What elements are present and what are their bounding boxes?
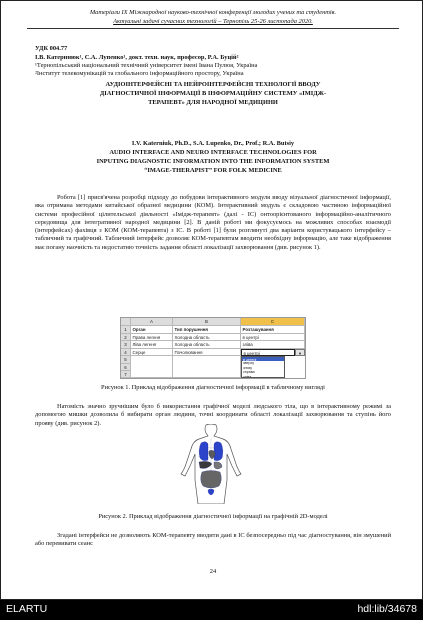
table-cell[interactable]: Почолювання <box>173 349 241 357</box>
table-cell[interactable]: Холодна область <box>173 341 241 349</box>
paragraph-3: Згадані інтерфейси не дозволяють КОМ-терапевту вводити дані в ІС безпосередньо під час діагностування, він змушений або перевивати сеанс <box>35 532 391 548</box>
table-header-cell[interactable]: Розташування <box>241 326 305 334</box>
page-number: 24 <box>209 568 217 575</box>
body-model-figure[interactable] <box>179 424 243 504</box>
column-header: C <box>241 318 305 326</box>
right-lung-icon <box>199 442 208 461</box>
left-lung-icon <box>214 442 223 461</box>
dropdown-arrow-icon[interactable]: ▾ <box>295 349 305 357</box>
empty-cells[interactable] <box>131 356 173 378</box>
row-number: 5 <box>121 356 131 364</box>
table-header-cell[interactable]: Орган <box>131 326 173 334</box>
selected-cell[interactable]: в центрі <box>241 349 295 357</box>
title-uk-line2: ДІАГНОСТИЧНОЇ ІНФОРМАЦІЇ В ІНФОРМАЦІЙНУ СИСТЕМУ «ІМІДЖ- <box>99 90 327 97</box>
running-header-line1: Матеріали IX Міжнародної науково-технічної конференції молодих учених та студентів. <box>89 9 337 16</box>
dropdown-option-selected[interactable]: в центрі <box>242 357 285 361</box>
row-number: 3 <box>121 341 131 349</box>
header-rule <box>27 28 399 29</box>
row-number: 7 <box>121 371 131 378</box>
table-cell[interactable]: в центрі <box>241 334 305 342</box>
table-cell[interactable]: зліва <box>241 341 305 349</box>
empty-cells[interactable] <box>173 356 241 378</box>
table-cell[interactable]: Серце <box>131 349 173 357</box>
title-uk-line3: ТЕРАПЕВТ» ДЛЯ НАРОДНОЇ МЕДИЦИНИ <box>148 99 278 106</box>
dropdown-option[interactable]: справа <box>243 370 255 375</box>
intestine-icon <box>201 471 222 489</box>
running-header-line2: Актуальні задачі сучасних технологій – Тернопіль 25-26 листопада 2020. <box>113 18 313 25</box>
footer-handle-link[interactable]: hdl:lib/34678 <box>357 603 417 615</box>
authors-uk: І.В. Катерннюк¹, С.А. Лупенко¹, докт. техн. наук, професор, Р.А. Буцій² <box>35 54 239 61</box>
affiliation-1: ¹Тернопільський національний технічний університет імені Івана Пулюя, Україна <box>35 62 258 69</box>
paragraph-2: Натомість значно зручнішим було б використання графічної моделі людського тіла, що в інтерактивному режимі за допомогою мишки дозволила б вибирати орган людини, точні координати області локалізації захворювання та ступінь його прояву (див. рисунок 2). <box>35 403 391 427</box>
udc-code: УДК 004.77 <box>35 45 68 52</box>
figure-2-caption: Рисунок 2. Приклад відображення діагностичної інформації на графічній 2D-моделі <box>98 513 328 520</box>
table-cell[interactable]: Холодна область <box>173 334 241 342</box>
column-header: A <box>131 318 173 326</box>
dropdown-list[interactable] <box>241 356 285 378</box>
corner-cell <box>121 318 131 326</box>
column-header: B <box>173 318 241 326</box>
row-number: 2 <box>121 334 131 342</box>
repository-footer <box>0 600 423 620</box>
table-cell[interactable]: Права легеня <box>131 334 173 342</box>
figure-1-caption: Рисунок 1. Приклад відображення діагностичної інформації в табличному вигляді <box>101 384 325 391</box>
title-en-line3: “IMAGE-THERAPIST” FOR FOLK MEDICINE <box>144 167 282 174</box>
title-uk-line1: АУДІОІНТЕРФЕЙСНІ ТА НЕЙРОІНТЕРФЕЙСНІ ТЕХНОЛОГІЇ ВВОДУ <box>105 81 321 88</box>
dropdown-option[interactable]: знизу <box>243 365 253 370</box>
table-header-cell[interactable]: Тип порушення <box>173 326 241 334</box>
row-number: 6 <box>121 364 131 372</box>
dropdown-option[interactable]: зверху <box>243 361 255 366</box>
dropdown-option[interactable]: зліва <box>243 374 252 378</box>
row-number: 1 <box>121 326 131 334</box>
title-en-line1: AUDIO INTERFACE AND NEURO INTERFACE TECHNOLOGIES FOR <box>109 149 317 156</box>
title-en-line2: INPUTING DIAGNOSTIC INFORMATION INTO THE INFORMATION SYSTEM <box>96 158 330 165</box>
affiliation-2: ²Інститут телекомунікацій та глобального інформаційного простору, Україна <box>35 70 244 77</box>
paragraph-1: Робота [1] присв'ячена розробці підходу до побудови інтерактивного модуля вводу візуальної діагностичної інформації, яка отримана методами китайської образної медицини (КОМ). Інтерактивний модуль є складовою частиною інформаційної системи професійної цілительської діяльності «Імідж-терапевт» (далі - ІС) онтоорієнтованого інформаційно-аналітичного середовища для інтегративної народної медицини [2]. В даній роботі ми фокусуємось на можливих способах взаємодії (інтерфейсах) фахівця з КОМ (КОМ-терапевта) з ІС. В роботі [1] були розглянуті два варіанти користувацького інтерфейсу – табличний та графічний. Табличний інтерфейс дозволяє КОМ-терапевтам вводити необхідну інформацію, але таке відображення має погану наочність та недостатню точність задання області локалізації захворювання (див. рисунок 1). <box>35 194 391 251</box>
row-number: 4 <box>121 349 131 357</box>
authors-en: I.V. Katerniuk, Ph.D., S.A. Lupenko, Dr., Prof.; R.A. Butsiy <box>131 140 295 147</box>
spreadsheet-figure <box>120 317 306 379</box>
table-cell[interactable]: Ліва легеня <box>131 341 173 349</box>
footer-left-label: ELARTU <box>6 603 48 615</box>
